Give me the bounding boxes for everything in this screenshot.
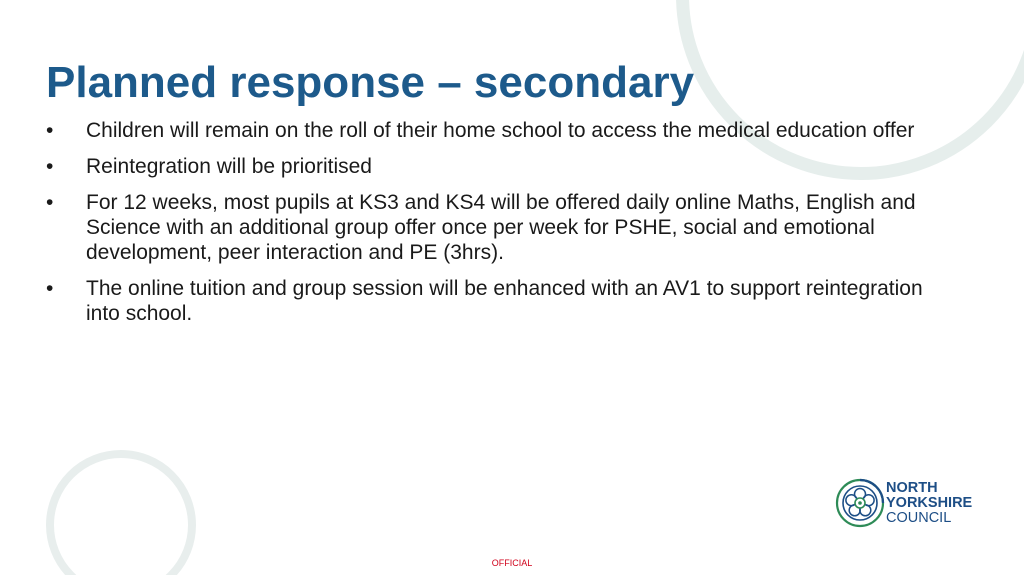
- bullet-marker: •: [46, 155, 54, 178]
- logo-line-north: NORTH: [886, 480, 938, 496]
- bullet-marker: •: [46, 191, 54, 214]
- bullet-item-2: [46, 154, 946, 179]
- bullet-text: Reintegration will be prioritised: [86, 155, 372, 178]
- logo-line-yorkshire: YORKSHIRE: [886, 495, 973, 511]
- north-yorkshire-council-logo: [835, 478, 985, 528]
- slide-title: Planned response – secondary: [46, 58, 695, 107]
- classification-label: OFFICIAL: [491, 558, 533, 568]
- bullet-marker: •: [46, 277, 54, 300]
- yorkshire-rose-emblem-icon: [835, 478, 885, 528]
- decorative-ring-bottom-left: [46, 450, 196, 575]
- bullet-item-1: [46, 118, 946, 143]
- bullet-text: The online tuition and group session will be enhanced with an AV1 to support reintegration into school.: [86, 277, 923, 325]
- bullet-item-3: [46, 190, 946, 265]
- bullet-text: Children will remain on the roll of their home school to access the medical education offer: [86, 119, 915, 142]
- logo-line-council: COUNCIL: [886, 510, 952, 526]
- bullet-marker: •: [46, 119, 54, 142]
- bullet-item-4: [46, 276, 946, 326]
- logo-wordmark: [886, 481, 972, 526]
- bullet-list: [46, 118, 946, 337]
- bullet-text: For 12 weeks, most pupils at KS3 and KS4 will be offered daily online Maths, English and Science with an additional group offer once per week for PSHE, social and emotional development, peer interaction and PE (3hrs).: [86, 191, 916, 264]
